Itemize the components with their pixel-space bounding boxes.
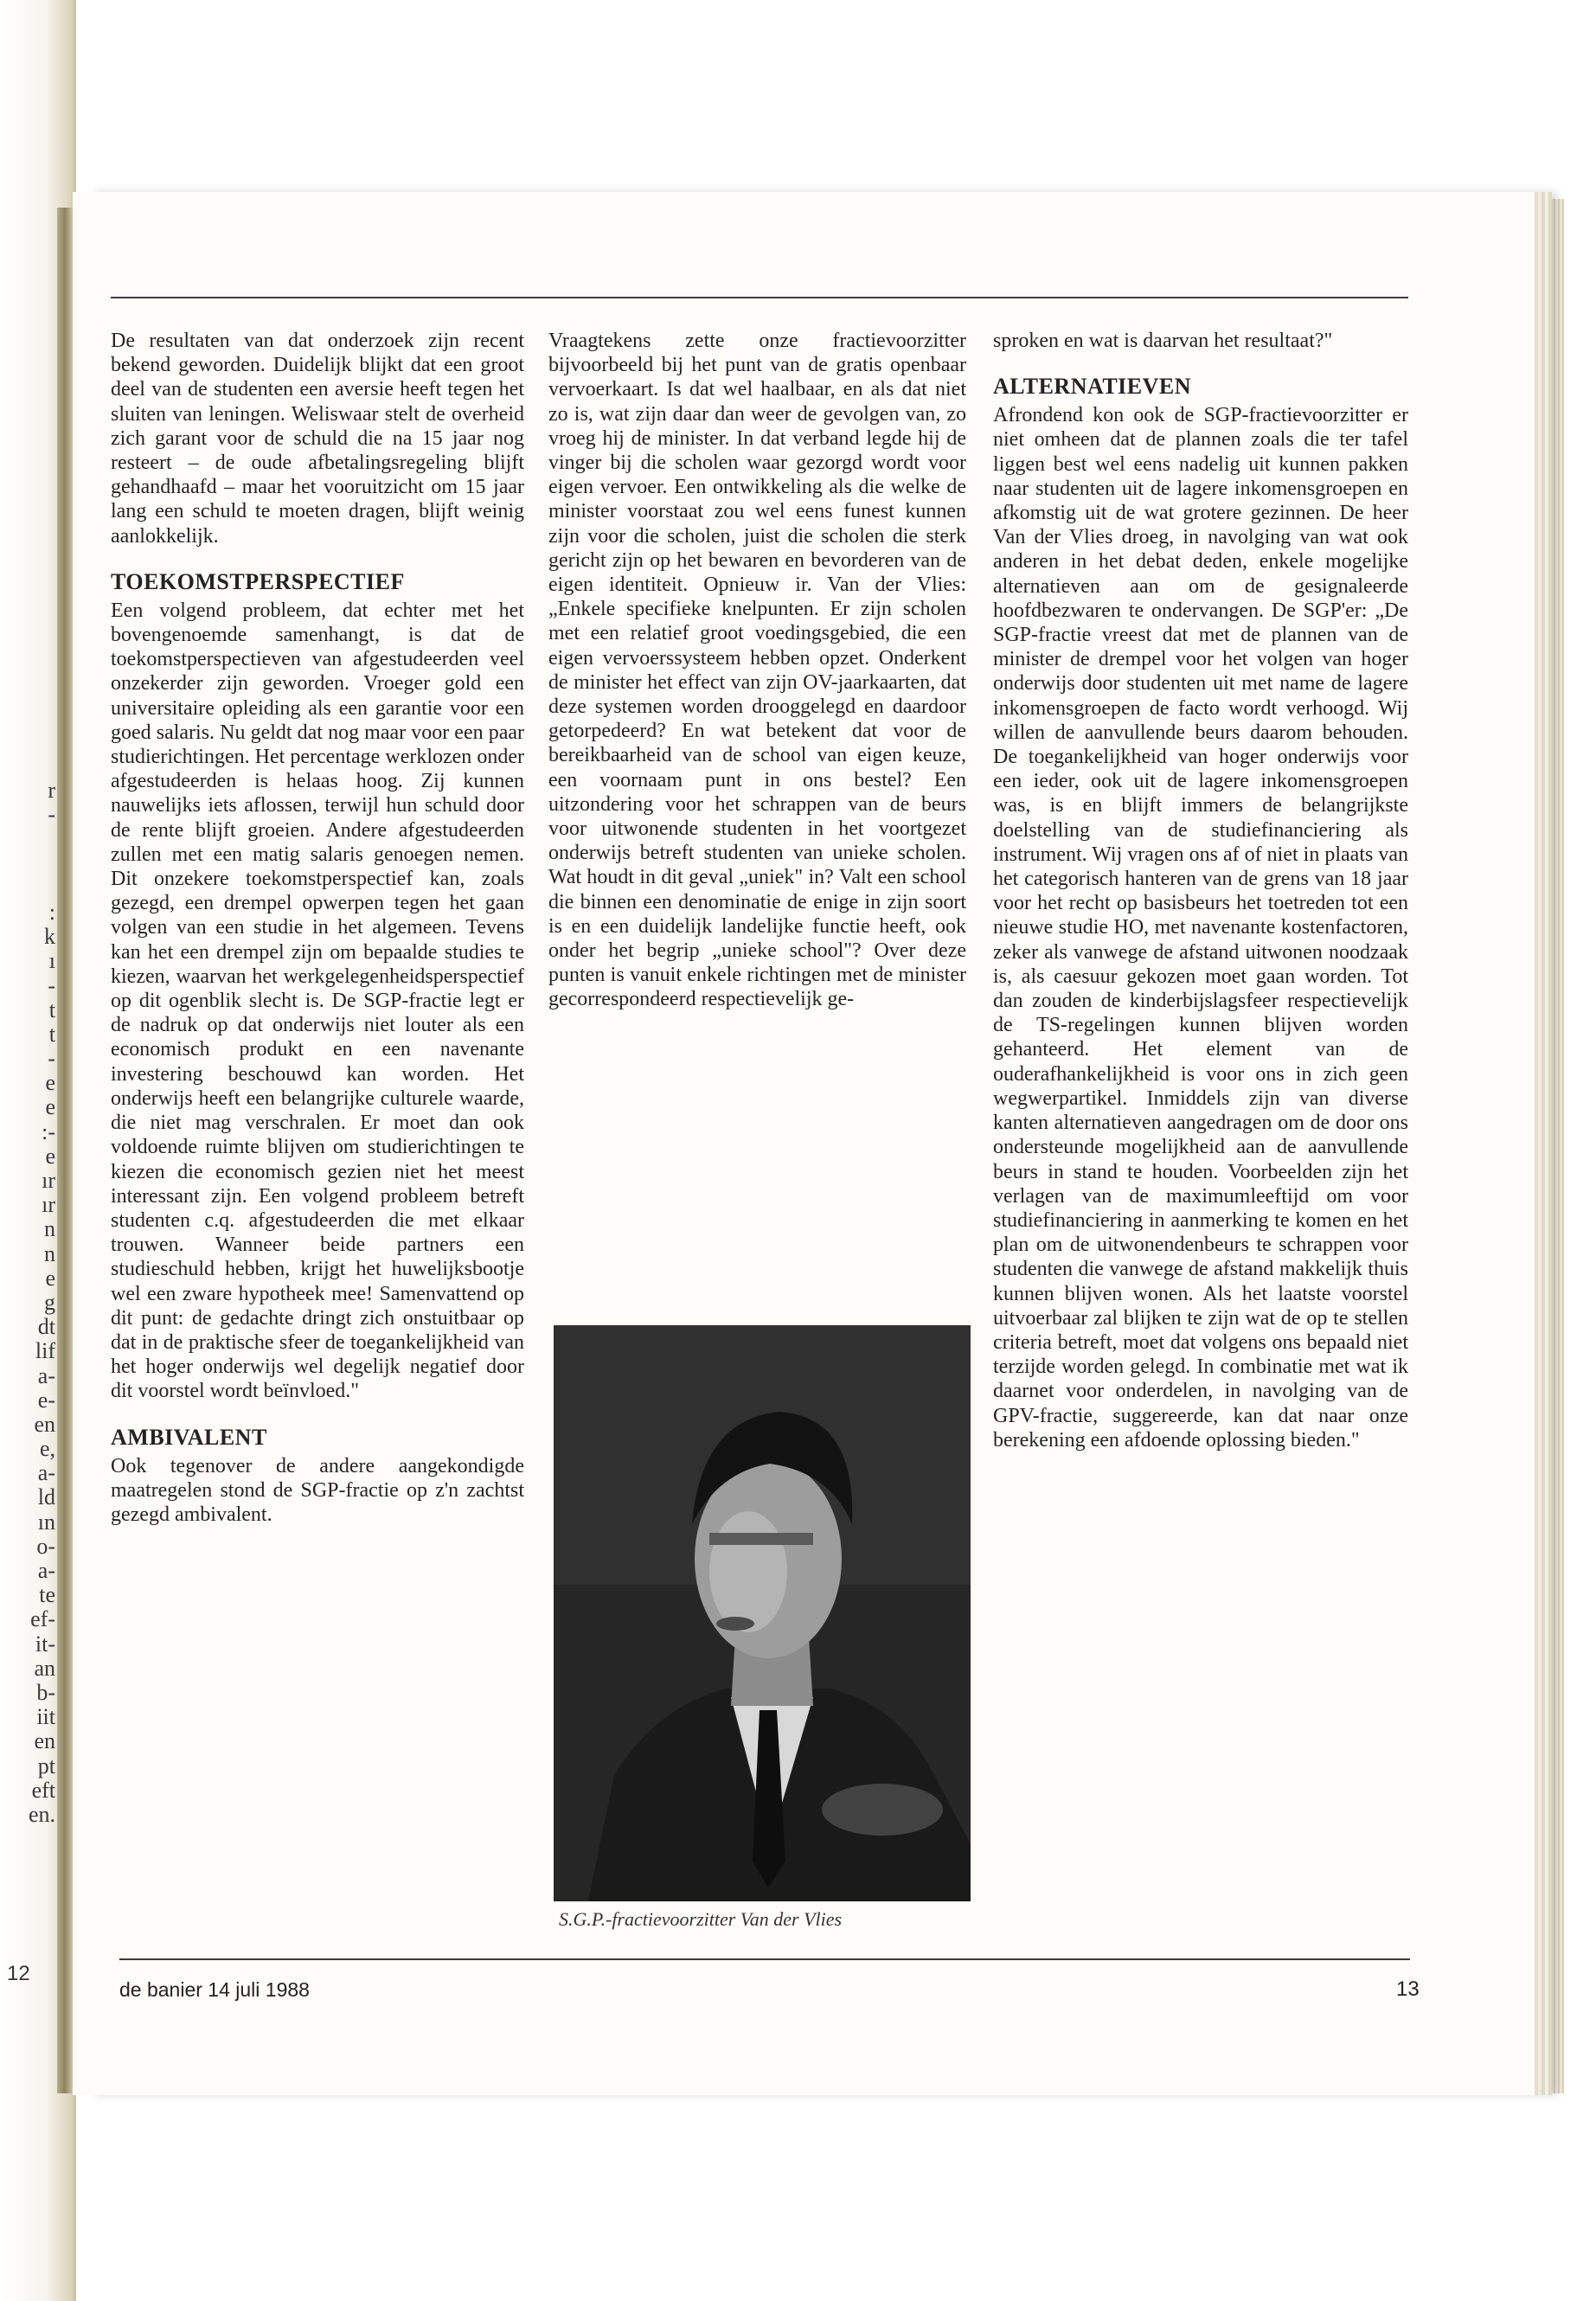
previous-page-fragment: en <box>34 1729 55 1754</box>
col3-body-paragraph: Afrondend kon ook de SGP-fractievoorzitter er niet omheen dat de plannen zoals die ter tafel liggen best wel eens nadelig uit kunnen pakken naar studenten uit de lagere inkomensgroepen en afkomstig uit de wat grotere gezinnen. De heer Van der Vlies droeg, in navolging van wat ook anderen in het debat deden, enkele mogelijke alternatieven aan om de gesignaleerde hoofdbezwaren te ondervangen. De SGP'er: „De SGP-fractie vreest dat met de plannen van de minister de drempel voor het volgen van hoger onderwijs door studenten uit met name de lagere inkomensgroepen de facto wordt verhoogd. Wij willen de aanvullende beurs daarom behouden. De toegankelijkheid van hoger onderwijs voor een ieder, ook uit de lagere inkomensgroepen was, is en blijft immers de belangrijkste doelstelling van de studiefinanciering als instrument. Wij vragen ons af of niet in plaats van het categorisch hanteren van de grens van 18 jaar voor het recht op basisbeurs het toetreden tot een nieuwe studie HO, met navenante kostenfactoren, zeker als vanwege de afstand uitwonen noodzaak is, als caesuur gekozen moet gaan worden. Tot dan zouden de kinderbijslagsfeer respectievelijk de TS-regelingen kunnen blijven worden gehanteerd. Het element van de ouderafhankelijkheid is voor ons in zich geen wegwerpartikel. Inmiddels zijn van diverse kanten alternatieven aangedragen om de door ons ondersteunde mogelijkheid aan de aanvullende beurs in stand te houden. Voorbeelden zijn het verlagen van de maximumleeftijd om voor studiefinanciering in aanmerking te komen en het plan om de uitwonendenbeurs te schrappen voor studenten die vanwege de afstand makkelijk thuis kunnen blijven wonen. Als het laatste voorstel uitvoerbaar zal blijken te zijn wat de op te stellen criteria betreft, moet dat volgens ons bepaald niet terzijde worden gelegd. In combinatie met wat ik daarnet voor onderdelen, in navolging van de GPV-fractie, suggereerde, kan dat naar onze berekening een afdoende oplossing bieden." <box>993 404 1408 1452</box>
portrait-photo <box>554 1325 971 1901</box>
previous-page-fragment: k <box>44 925 55 950</box>
previous-page-fragment: n <box>44 1217 55 1242</box>
previous-page-number: 12 <box>7 1962 30 1985</box>
previous-page-fragment: pt <box>37 1753 55 1779</box>
previous-page-fragment <box>0 827 55 851</box>
previous-page-fragment: ır <box>42 1169 55 1193</box>
previous-page-fragment: te <box>39 1583 55 1608</box>
col1-intro-paragraph: De resultaten van dat onderzoek zijn recent bekend geworden. Duidelijk blijkt dat een groot deel van de studenten een aversie heeft tegen het sluiten van leningen. Weliswaar stelt de overheid zich garant voor de schuld die na 15 jaar nog resteert – de oude afbetalingsregeling blijft gehandhaafd – maar het vooruitzicht om 15 jaar lang een schuld te moeten dragen, blijft weinig aanlokkelijk. <box>111 330 524 548</box>
heading-alternatieven: ALTERNATIEVEN <box>993 374 1192 400</box>
top-rule <box>111 297 1408 298</box>
previous-page-fragment: n <box>44 1241 55 1266</box>
previous-page-fragment: t <box>48 997 55 1022</box>
col3-intro-paragraph: sproken en wat is daarvan het resultaat?" <box>993 330 1333 352</box>
portrait-photo-illustration <box>554 1325 971 1901</box>
col2-body-paragraph: Vraagtekens zette onze fractievoorzitter bijvoorbeeld bij het punt van de gratis openbaar vervoerkaart. Is dat wel haalbaar, en als dat niet zo is, wat zijn daar dan weer de gevolgen van, zo vroeg hij de minister. In dat verband legde hij de vinger bij die scholen waar gezorgd wordt voor eigen vervoer. Een ontwikkeling als die welke de minister voorstaat zou wel eens funest kunnen zijn voor die scholen, juist die scholen die sterk gericht zijn op het bewaren en bevorderen van de eigen identiteit. Opnieuw ir. Van der Vlies: „Enkele specifieke knelpunten. Er zijn scholen met een relatief groot voedingsgebied, die een eigen vervoerssysteem hebben opzet. Onderkent de minister het effect van zijn OV-jaarkaarten, dat deze systemen worden drooggelegd en daardoor getorpedeerd? En wat betekent dat voor de bereikbaarheid van de school van eigen keuze, een voornaam punt in ons bestel? Een uitzondering voor het schrappen van de beurs voor uitwonende studenten in het voortgezet onderwijs betreft studenten van unieke scholen. Wat houdt in dit geval „uniek" in? Valt een school die binnen een denominatie de enige in zijn soort is en een duidelijk landelijke functie heeft, ook onder het begrip „unieke school"? Over deze punten is vanuit enkele richtingen met de minister gecorrespondeerd respectievelijk ge- <box>548 330 966 1011</box>
previous-page-fragment: an <box>34 1656 55 1681</box>
previous-page-fragment: ı <box>48 949 55 974</box>
previous-page-fragment: a- <box>37 1559 55 1583</box>
previous-page-fragment: ın <box>37 1509 55 1535</box>
previous-page-fragment: lif <box>35 1339 55 1364</box>
heading-toekomstperspectief: TOEKOMSTPERSPECTIEF <box>111 568 405 594</box>
previous-page-fragment: ef- <box>30 1607 55 1632</box>
heading-ambivalent: AMBIVALENT <box>111 1424 267 1450</box>
previous-page-fragment: : <box>48 900 55 925</box>
previous-page-fragment: o- <box>36 1534 55 1559</box>
previous-page-fragment: e- <box>37 1388 55 1413</box>
previous-page-fragment: en <box>34 1412 55 1437</box>
book-gutter <box>57 208 73 2093</box>
previous-page-fragment: dt <box>37 1315 55 1340</box>
previous-page-fragment: a- <box>37 1363 55 1388</box>
previous-page-text-fragments <box>0 779 55 1955</box>
previous-page-fragment: e <box>45 1144 55 1169</box>
previous-page-fragment: - <box>48 973 55 998</box>
previous-page-fragment: e <box>45 1095 55 1120</box>
previous-page-fragment: e, <box>39 1437 55 1462</box>
previous-page-fragment: ır <box>42 1193 55 1218</box>
previous-page-fragment: :- <box>42 1119 55 1144</box>
previous-page-fragment: - <box>48 1047 55 1072</box>
previous-page-fragment: b- <box>36 1680 55 1705</box>
page-edges <box>1538 199 1564 2093</box>
article-column-2 <box>548 329 966 1012</box>
footer-page-number: 13 <box>1396 1977 1420 2001</box>
previous-page-fragment: g <box>44 1290 55 1315</box>
previous-page-fragment: it- <box>35 1631 55 1657</box>
article-column-3 <box>993 329 1408 1452</box>
col1-ambivalent-paragraph: Ook tegenover de andere aangekondigde maatregelen stond de SGP-fractie op z'n zachtst gezegd ambivalent. <box>111 1454 524 1526</box>
previous-page-fragment: en. <box>28 1802 55 1827</box>
previous-page-fragment: a- <box>37 1461 55 1486</box>
previous-page-fragment <box>0 876 55 901</box>
footer-publication-date: de banier 14 juli 1988 <box>119 1978 310 2001</box>
article-column-1 <box>111 329 524 1527</box>
previous-page-fragment: t <box>48 1022 55 1047</box>
previous-page-fragment: eft <box>31 1778 55 1803</box>
previous-page-fragment: r <box>48 779 55 803</box>
previous-page-fragment: e <box>45 1266 55 1291</box>
previous-page-fragment: iit <box>36 1705 55 1730</box>
previous-page-fragment <box>0 852 55 876</box>
photo-caption: S.G.P.-fractievoorzitter Van der Vlies <box>559 1908 843 1930</box>
previous-page-fragment: ld <box>37 1485 55 1510</box>
previous-page-fragment: e <box>45 1071 55 1096</box>
previous-page-fragment: - <box>48 803 55 828</box>
col1-body-paragraph: Een volgend probleem, dat echter met het bovengenoemde samenhangt, is dat de toekomstperspectieven van afgestudeerden veel onzekerder zijn geworden. Vroeger gold een universitaire opleiding als een garantie voor een goed salaris. Nu geldt dat nog maar voor een paar studierichtingen. Het percentage werklozen onder afgestudeerden is helaas hoog. Zij kunnen nauwelijks iets aflossen, terwijl hun schuld door de rente blijft groeien. Andere afgestudeerden zullen met een matig salaris genoegen nemen. Dit onzekere toekomstperspectief kan, zoals gezegd, een drempel opwerpen tegen het gaan volgen van een studie in het algemeen. Tevens kan het een drempel zijn om bepaalde studies te kiezen, waarvan het werkgelegenheidsperspectief op dit ogenblik slecht is. De SGP-fractie legt er de nadruk op dat onderwijs niet louter als een economisch produkt en een navenante investering beschouwd kan worden. Het onderwijs heeft een belangrijke culturele waarde, die niet mag verschralen. Er moet dan ook voldoende ruimte blijven om studierichtingen te kiezen die economisch gezien niet het meest interessant zijn. Een volgend probleem betreft studenten c.q. afgestudeerden die met elkaar trouwen. Wanneer beide partners een studieschuld hebben, krijgt het huwelijksbootje wel een zware hypotheek mee! Samenvattend op dit punt: de gedachte dringt zich onstuitbaar op dat in de praktische sfeer de toegankelijkheid van het hoger onderwijs wel degelijk negatief door dit voorstel wordt beïnvloed." <box>111 599 524 1403</box>
bottom-rule <box>119 1958 1410 1960</box>
